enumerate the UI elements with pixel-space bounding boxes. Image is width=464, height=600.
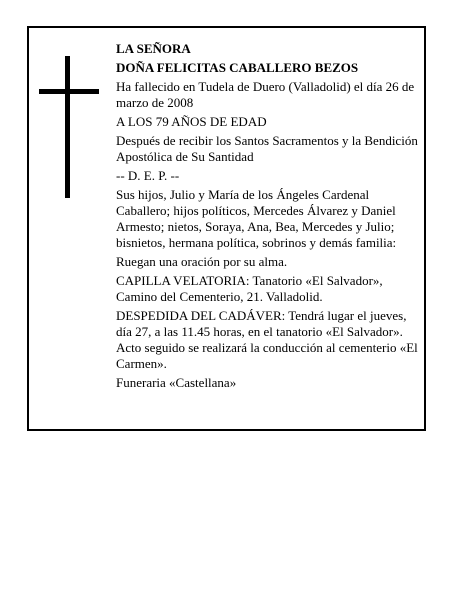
deceased-name: DOÑA FELICITAS CABALLERO BEZOS: [116, 60, 359, 75]
farewell-line: DESPEDIDA DEL CADÁVER: Tendrá lugar el jueves, día 27, a las 11.45 horas, en el tanatorio «El Salvador». Acto seguido se realizará la conducción al cementerio «El Carmen».: [116, 308, 418, 371]
funeral-home-line: Funeraria «Castellana»: [116, 375, 237, 390]
cross-vertical-bar: [65, 56, 70, 198]
cross-horizontal-bar: [39, 89, 99, 94]
family-line: Sus hijos, Julio y María de los Ángeles Cardenal Caballero; hijos políticos, Mercedes Álvarez y Daniel Armesto; nietos, Soraya, Ana, Bea, Mercedes y Julio; bisnietos, hermana política, sobrinos y demás familia:: [116, 187, 397, 250]
death-info: Ha fallecido en Tudela de Duero (Valladolid) el día 26 de marzo de 2008: [116, 79, 415, 110]
sacraments-line: Después de recibir los Santos Sacramentos y la Bendición Apostólica de Su Santidad: [116, 133, 418, 164]
cross-icon: [39, 56, 99, 198]
obituary-notice: [27, 26, 426, 431]
obituary-text: [116, 41, 420, 394]
prayer-line: Ruegan una oración por su alma.: [116, 254, 288, 269]
rip-line: -- D. E. P. --: [116, 168, 180, 183]
chapel-line: CAPILLA VELATORIA: Tanatorio «El Salvador», Camino del Cementerio, 21. Valladolid.: [116, 273, 383, 304]
age-line: A LOS 79 AÑOS DE EDAD: [116, 114, 267, 129]
notice-title: LA SEÑORA: [116, 41, 191, 56]
